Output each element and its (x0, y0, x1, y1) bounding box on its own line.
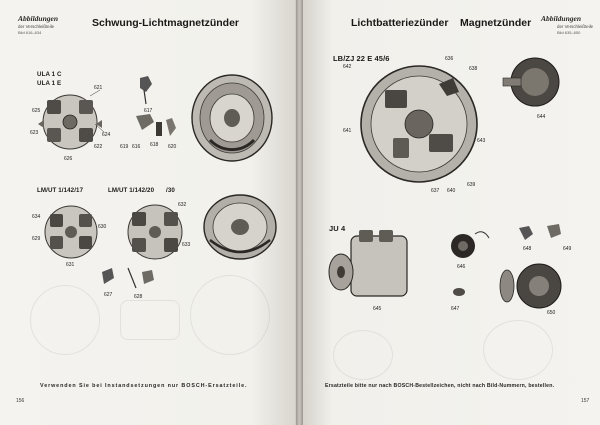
part-number-618: 618 (150, 142, 159, 148)
part-number-637: 637 (431, 188, 440, 194)
page-title-a: Lichtbatteriezünder (351, 17, 449, 29)
figures-caption: Abbildungen (541, 14, 582, 23)
part-number-616: 616 (132, 144, 141, 150)
lmut-17-armature-plate-illustration (32, 196, 110, 268)
part-number-640: 640 (447, 188, 456, 194)
part-number-619: 619 (120, 144, 129, 150)
part-number-643: 643 (477, 138, 486, 144)
part-number-620: 620 (168, 144, 177, 150)
part-number-638: 638 (469, 66, 478, 72)
ju4-magneto-illustration (327, 228, 427, 312)
flywheel-illustration (188, 70, 276, 166)
small-parts-illustration (118, 70, 188, 160)
model-label-lmut-17: LM/UT 1/142/17 (37, 187, 84, 194)
part-number-621: 621 (94, 85, 103, 91)
part-number-646: 646 (457, 264, 466, 270)
left-page (0, 0, 296, 425)
part-number-645: 645 (373, 306, 382, 312)
part-number-632: 632 (178, 202, 187, 208)
part-number-634: 634 (32, 214, 41, 220)
bleed-through-shadow (190, 275, 270, 355)
bleed-through-shadow (120, 300, 180, 340)
part-number-617: 617 (144, 108, 153, 114)
right-page (303, 0, 600, 425)
bleed-through-shadow (30, 285, 100, 355)
figures-range: Bild 635–650 (557, 30, 581, 35)
part-number-636: 636 (445, 56, 454, 62)
small-parts-illustration-2 (92, 262, 162, 302)
figures-subcaption: der Verschleißteile (557, 24, 594, 29)
part-number-627: 627 (104, 292, 113, 298)
part-number-630: 630 (98, 224, 107, 230)
part-number-628: 628 (134, 294, 143, 300)
part-number-626: 626 (64, 156, 73, 162)
figures-subcaption: der Verschleißteile (18, 24, 55, 29)
part-number-624: 624 (102, 132, 111, 138)
model-label-lmut-30: /30 (166, 187, 175, 194)
lmut-20-armature-plate-illustration (118, 196, 192, 266)
bleed-through-shadow (333, 330, 393, 380)
bleed-through-shadow (483, 320, 553, 380)
part-number-644: 644 (537, 114, 546, 120)
part-number-647: 647 (451, 306, 460, 312)
model-label-lbzj: LB/ZJ 22 E 45/6 (333, 54, 390, 63)
part-number-650: 650 (547, 310, 556, 316)
model-label-lmut-20: LM/UT 1/142/20 (108, 187, 155, 194)
footer-note: Verwenden Sie bei Instandsetzungen nur BOSCH-Ersatzteile. (40, 383, 248, 389)
lbzj-exploded-assembly-illustration (343, 56, 486, 194)
part-number-625: 625 (32, 108, 41, 114)
part-number-633: 633 (182, 242, 191, 248)
part-number-641: 641 (343, 128, 352, 134)
figures-caption: Abbildungen (18, 14, 59, 23)
part-number-642: 642 (343, 64, 352, 70)
page-title-b: Magnetzünder (460, 17, 532, 29)
part-number-639: 639 (467, 182, 476, 188)
part-number-631: 631 (66, 262, 75, 268)
page-number: 156 (16, 398, 25, 404)
part-number-648: 648 (523, 246, 532, 252)
page-number: 157 (581, 398, 590, 404)
part-number-629: 629 (32, 236, 41, 242)
book-gutter (296, 0, 303, 425)
model-label-ju4: JU 4 (329, 224, 346, 233)
part-number-649: 649 (563, 246, 572, 252)
model-label-ula1e: ULA 1 E (37, 80, 62, 87)
part-number-622: 622 (94, 144, 103, 150)
ju4-small-parts-illustration (499, 220, 591, 316)
model-label-ula1c: ULA 1 C (37, 71, 62, 78)
footer-note: Ersatzteile bitte nur nach BOSCH-Bestellzeichen, nicht nach Bild-Nummern, bestellen. (325, 383, 555, 389)
rotor-illustration (489, 52, 565, 122)
part-number-623: 623 (30, 130, 39, 136)
page-title: Schwung-Lichtmagnetzünder (92, 17, 239, 29)
ula-part-numbers (30, 84, 110, 162)
flywheel-illustration-2 (200, 190, 278, 264)
figures-range: Bild 616–634 (18, 30, 42, 35)
